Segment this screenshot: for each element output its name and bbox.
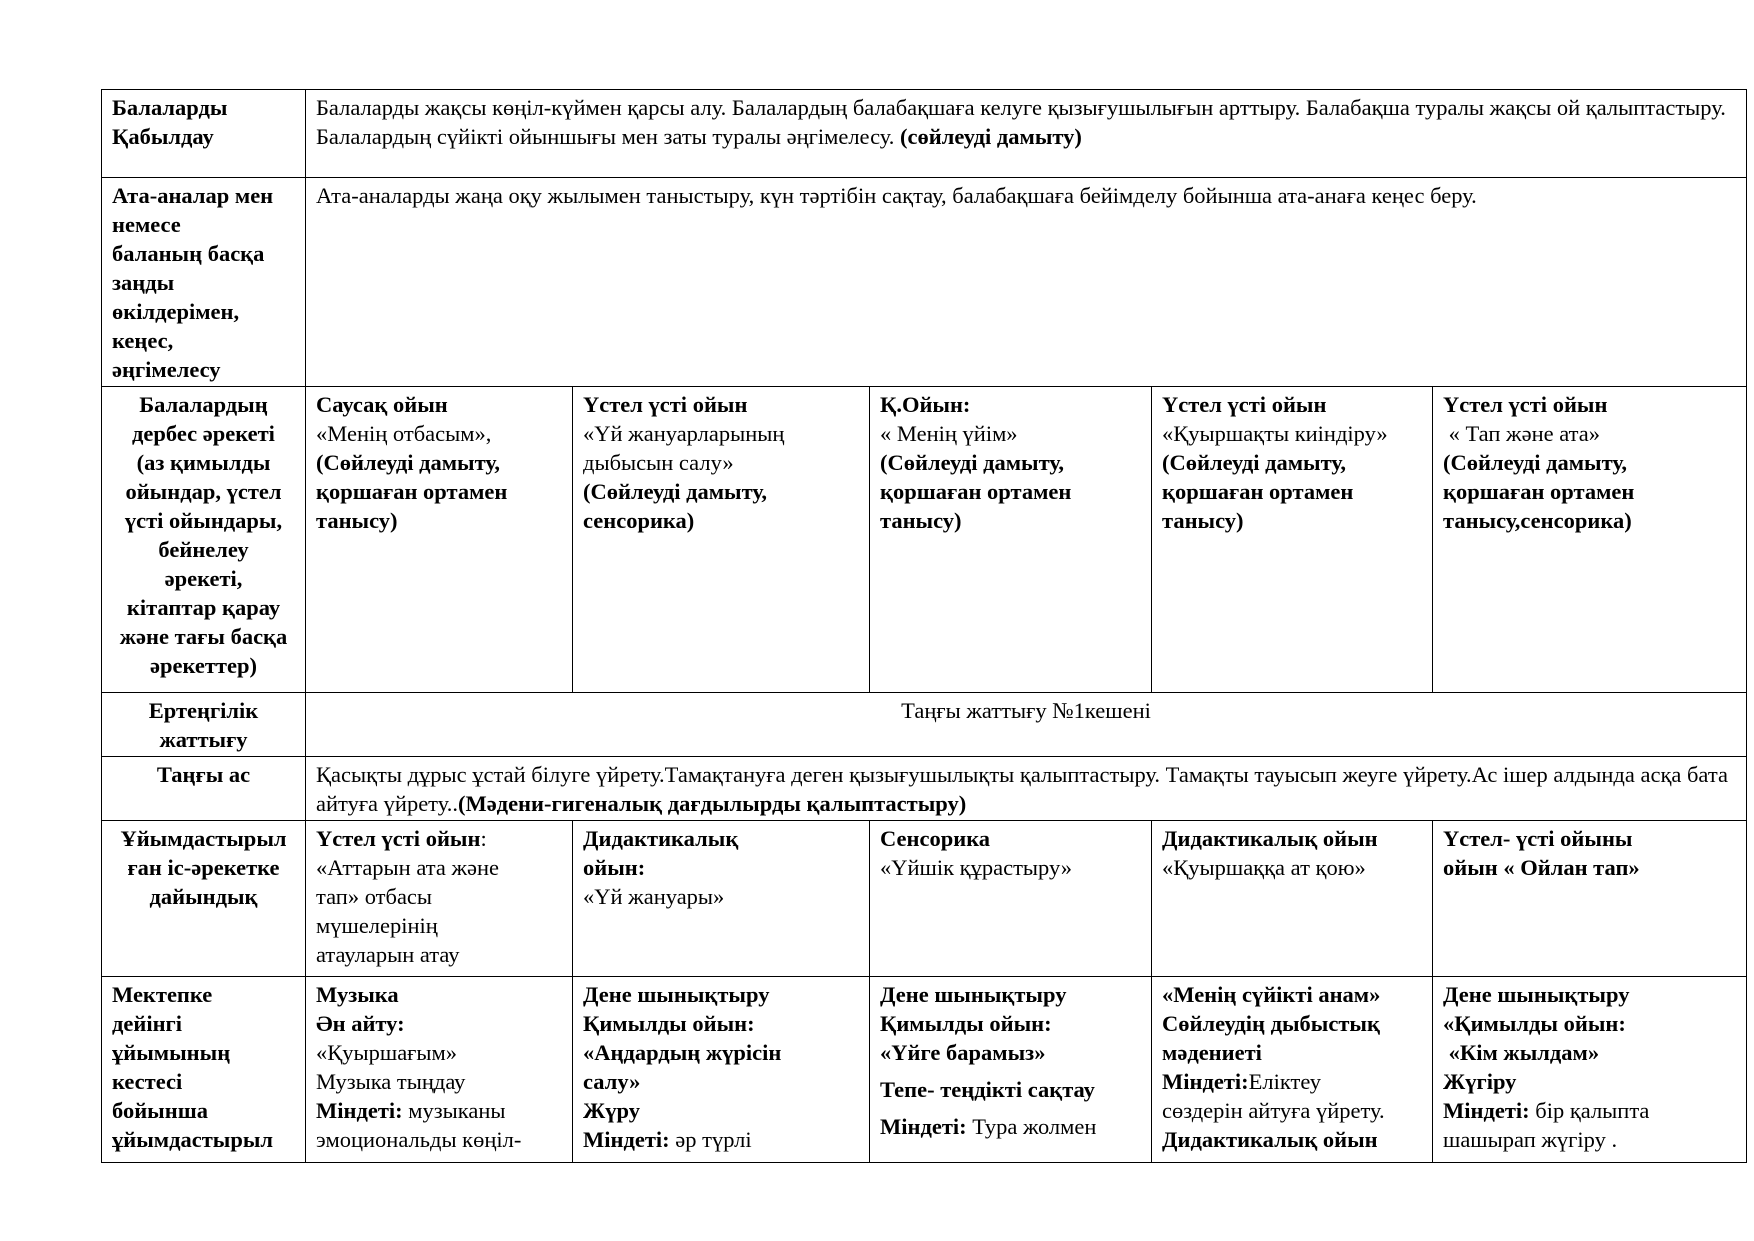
row-schedule xyxy=(102,977,1747,1163)
row-reception xyxy=(102,90,1747,178)
row-parents xyxy=(102,178,1747,387)
reception-text-cell xyxy=(306,90,1747,178)
row-breakfast xyxy=(102,757,1747,821)
row-label-breakfast: Таңғы ас xyxy=(102,757,306,821)
schedule-cell-1: Музыка Ән айту: «Қуыршағым» Музыка тыңдау Міндеті: музыканы эмоциональды көңіл- xyxy=(306,977,573,1163)
reception-tag: (сөйлеуді дамыту) xyxy=(900,124,1082,149)
row-label-independent: Балалардың дербес әрекеті (аз қимылды ойындар, үстел үсті ойындары, бейнелеу әрекеті, кітаптар қарау және тағы басқа әрекеттер) xyxy=(102,387,306,693)
independent-cell-1: Саусақ ойын «Менің отбасым», (Сөйлеуді дамыту, қоршаған ортамен танысу) xyxy=(306,387,573,693)
preparation-cell-4: Дидактикалық ойын «Қуыршаққа ат қою» xyxy=(1152,821,1433,977)
row-label-reception: Балаларды Қабылдау xyxy=(102,90,306,178)
preparation-cell-1: Үстел үсті ойын: «Аттарын ата және тап» отбасы мүшелерінің атауларын атау xyxy=(306,821,573,977)
independent-cell-4: Үстел үсті ойын «Қуыршақты киіндіру» (Сөйлеуді дамыту, қоршаған ортамен танысу) xyxy=(1152,387,1433,693)
reception-text: Балаларды жақсы көңіл-күймен қарсы алу. Балалардың балабақшаға келуге қызығушылығын арттыру. Балабақша туралы жақсы ой қалыптастыру. Балалардың сүйікті ойыншығы мен заты туралы әңгімелесу. xyxy=(316,95,1726,149)
row-label-schedule: Мектепке дейінгі ұйымының кестесі бойынша ұйымдастырыл xyxy=(102,977,306,1163)
parents-text: Ата-аналарды жаңа оқу жылымен таныстыру, күн тәртібін сақтау, балабақшаға бейімделу бойынша ата-анаға кеңес беру. xyxy=(306,178,1747,387)
preparation-cell-2: Дидактикалық ойын: «Үй жануары» xyxy=(573,821,870,977)
preparation-cell-3: Сенсорика «Үйшік құрастыру» xyxy=(870,821,1152,977)
exercise-text: Таңғы жаттығу №1кешені xyxy=(306,693,1747,757)
row-label-exercise: Ертеңгілік жаттығу xyxy=(102,693,306,757)
schedule-cell-4: «Менің сүйікті анам» Сөйлеудің дыбыстық мәдениеті Міндеті:Еліктеу сөздерін айтуға үйрету. Дидактикалық ойын xyxy=(1152,977,1433,1163)
row-preparation xyxy=(102,821,1747,977)
preparation-cell-5: Үстел- үсті ойыны ойын « Ойлан тап» xyxy=(1433,821,1747,977)
row-label-parents: Ата-аналар мен немесе баланың басқа заңды өкілдерімен, кеңес, әңгімелесу xyxy=(102,178,306,387)
row-independent xyxy=(102,387,1747,693)
row-label-preparation: Ұйымдастырыл ған іс-әрекетке дайындық xyxy=(102,821,306,977)
independent-cell-5: Үстел үсті ойын « Тап және ата» (Сөйлеуді дамыту, қоршаған ортамен танысу,сенсорика) xyxy=(1433,387,1747,693)
schedule-cell-2: Дене шынықтыру Қимылды ойын: «Аңдардың жүрісін салу» Жүру Міндеті: әр түрлі xyxy=(573,977,870,1163)
independent-cell-3: Қ.Ойын: « Менің үйім» (Сөйлеуді дамыту, қоршаған ортамен танысу) xyxy=(870,387,1152,693)
schedule-cell-5: Дене шынықтыру «Қимылды ойын: «Кім жылдам» Жүгіру Міндеті: бір қалыпта шашырап жүгіру . xyxy=(1433,977,1747,1163)
schedule-cell-3: Дене шынықтыру Қимылды ойын: «Үйге барамыз» Тепе- теңдікті сақтау Міндеті: Тура жолмен xyxy=(870,977,1152,1163)
schedule-table xyxy=(101,89,1747,1163)
breakfast-tag: (Мәдени-гигеналық дағдылырды қалыптастыру) xyxy=(457,791,967,816)
breakfast-text-cell xyxy=(306,757,1747,821)
breakfast-text: Қасықты дұрыс ұстай білуге үйрету.Тамақтануға деген қызығушылықты қалыптастыру. Тамақты тауысып жеуге үйрету.Ас ішер алдында асқа бата айтуға үйрету.. xyxy=(316,762,1728,816)
independent-cell-2: Үстел үсті ойын «Үй жануарларының дыбысын салу» (Сөйлеуді дамыту, сенсорика) xyxy=(573,387,870,693)
row-exercise xyxy=(102,693,1747,757)
